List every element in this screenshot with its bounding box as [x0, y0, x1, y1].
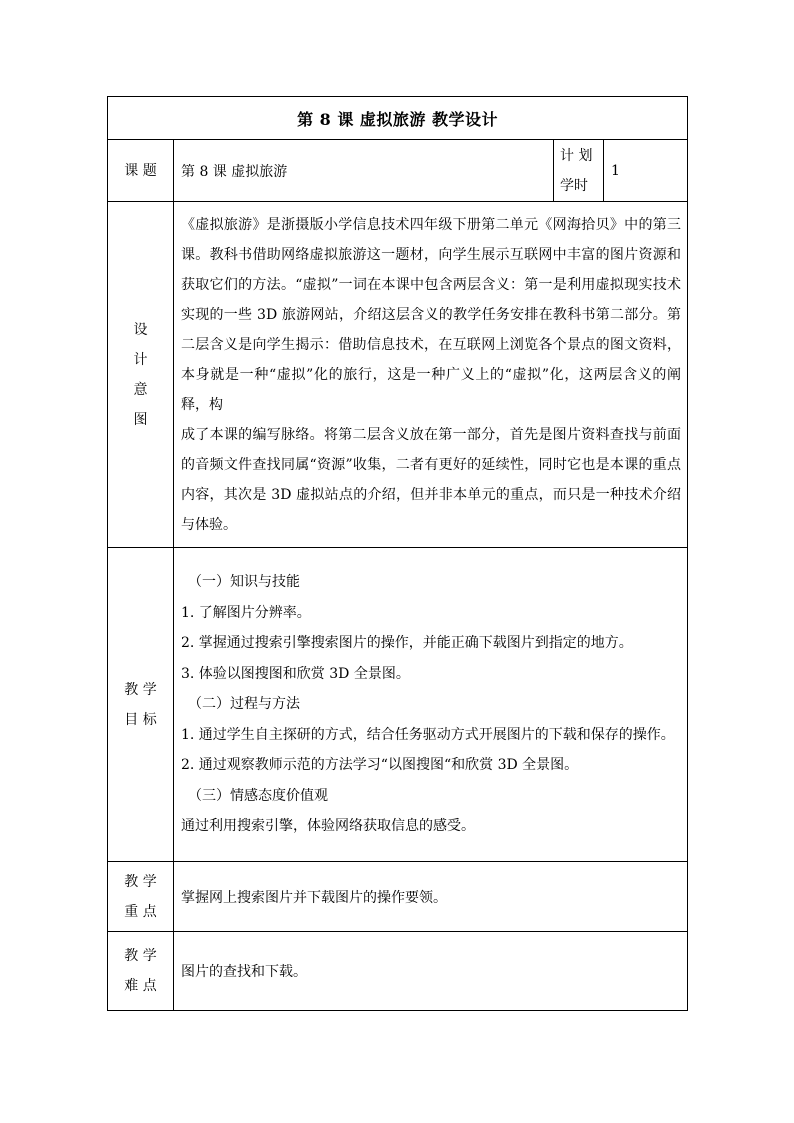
design-intent-content: [174, 202, 688, 548]
objectives-label-line-2: 目 标: [124, 711, 157, 728]
design-intent-label-char-1: 设: [133, 321, 148, 338]
design-intent-label: [108, 202, 174, 548]
key-points-value: 掌握网上搜索图片并下载图片的操作要领。: [174, 862, 688, 932]
design-intent-paragraph: 《虚拟旅游》是浙摄版小学信息技术四年级下册第二单元《网海拾贝》中的第三课。教科书借助网络虚拟旅游这一题材，向学生展示互联网中丰富的图片资源和获取它们的方法。“虚拟”一词在本课中包含两层含义：第一是利用虚拟现实技术实现的一些 3D 旅游网站，介绍这层含义的教学任务安排在教科书第二部分。第二层含义是向学生揭示：借助信息技术，在互联网上浏览各个景点的图文资料，本身就是一种“虚拟”化的旅行，这是一种广义上的“虚拟”化，这两层含义的阐释，构: [181, 216, 682, 413]
objectives-label: [108, 548, 174, 862]
objectives-item: 2. 掌握通过搜索引擎搜索图片的操作，并能正确下载图片到指定的地方。: [181, 635, 633, 652]
objectives-heading: （一）知识与技能: [188, 574, 300, 591]
topic-label-char-1: 课: [124, 162, 139, 179]
key-points-label-line-2: 重 点: [124, 903, 157, 920]
difficulties-label: [108, 932, 174, 1011]
design-intent-label-char-2: 计: [133, 351, 148, 368]
objectives-heading: （三）情感态度价值观: [188, 787, 328, 804]
objectives-heading: （二）过程与方法: [188, 696, 300, 713]
difficulties-label-line-1: 教 学: [124, 948, 157, 964]
plan-hours-label-line-2: 学时: [560, 177, 588, 194]
topic-value: 第 8 课 虚拟旅游: [174, 140, 554, 202]
objectives-item: 通过利用搜索引擎，体验网络获取信息的感受。: [181, 818, 475, 835]
design-intent-paragraph: 成了本课的编写脉络。将第二层含义放在第一部分，首先是图片资料查找与前面的音频文件查找同属“资源”收集，二者有更好的延续性，同时它也是本课的重点内容，其次是 3D 虚拟站点的介绍，但并非本单元的重点，而只是一种技术介绍与体验。: [181, 426, 682, 533]
plan-hours-label-line-1: 计 划: [560, 147, 593, 164]
lesson-design-table: [107, 96, 688, 1011]
key-points-label: [108, 862, 174, 932]
plan-hours-value: 1: [604, 140, 688, 202]
plan-hours-label: [554, 140, 604, 202]
objectives-item: 1. 通过学生自主探研的方式，结合任务驱动方式开展图片的下载和保存的操作。: [181, 726, 675, 743]
document-title: 第 8 课 虚拟旅游 教学设计: [108, 97, 688, 140]
difficulties-value: 图片的查找和下载。: [174, 932, 688, 1011]
design-intent-label-char-3: 意: [133, 381, 148, 398]
objectives-item: 3. 体验以图搜图和欣赏 3D 全景图。: [181, 665, 410, 682]
topic-label-char-2: 题: [142, 162, 157, 179]
key-points-label-line-1: 教 学: [124, 873, 157, 890]
difficulties-label-line-2: 难 点: [124, 978, 157, 994]
objectives-item: 1. 了解图片分辨率。: [181, 604, 311, 621]
objectives-content: [174, 548, 688, 862]
topic-label: [108, 140, 174, 202]
design-intent-label-char-4: 图: [133, 411, 148, 428]
objectives-item: 2. 通过观察教师示范的方法学习“以图搜图“和欣赏 3D 全景图。: [181, 757, 579, 774]
objectives-label-line-1: 教 学: [124, 681, 157, 698]
